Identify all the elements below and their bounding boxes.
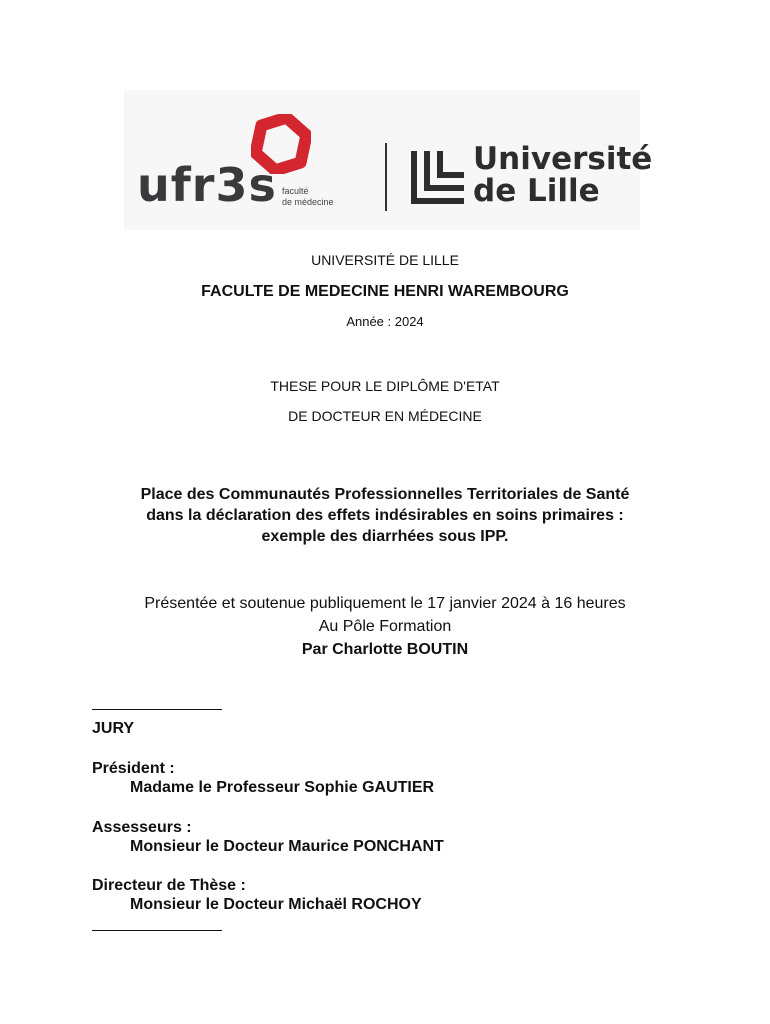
thesis-title-line2: dans la déclaration des effets indésirables en soins primaires : <box>146 507 624 524</box>
thesis-title <box>0 484 770 547</box>
universite-line1: Université <box>473 141 653 177</box>
logo-divider <box>385 143 387 211</box>
jury-top-rule <box>92 709 222 710</box>
ufr3s-logo-text: ufr3s <box>137 158 277 212</box>
universite-lille-mark-icon <box>410 147 468 205</box>
thesis-title-line3: exemple des diarrhées sous IPP. <box>261 528 509 545</box>
thesis-type-line2: DE DOCTEUR EN MÉDECINE <box>288 408 482 424</box>
president-name: Madame le Professeur Sophie GAUTIER <box>130 779 435 796</box>
faculty-small-line2: de médecine <box>282 197 334 207</box>
thesis-title-line1: Place des Communautés Professionnelles Territoriales de Santé <box>140 486 630 503</box>
year: Année : 2024 <box>346 314 424 329</box>
jury-bottom-rule <box>92 930 222 931</box>
faculty-name: FACULTE DE MEDECINE HENRI WAREMBOURG <box>201 283 569 300</box>
university-name: UNIVERSITÉ DE LILLE <box>311 252 459 268</box>
presentation-location: Au Pôle Formation <box>318 618 452 635</box>
assessors-label: Assesseurs : <box>92 819 192 836</box>
president-label: Président : <box>92 760 175 777</box>
assessor-name: Monsieur le Docteur Maurice PONCHANT <box>130 838 444 855</box>
universite-lille-logo-text <box>473 143 652 207</box>
director-name: Monsieur le Docteur Michaël ROCHOY <box>130 896 422 913</box>
faculty-small-line1: faculté <box>282 186 309 196</box>
faculty-small-label <box>282 186 334 208</box>
thesis-type-line1: THESE POUR LE DIPLÔME D'ETAT <box>270 378 500 394</box>
jury-heading: JURY <box>92 720 135 737</box>
author: Par Charlotte BOUTIN <box>301 641 469 658</box>
director-label: Directeur de Thèse : <box>92 877 246 894</box>
presentation-date: Présentée et soutenue publiquement le 17 janvier 2024 à 16 heures <box>144 595 626 612</box>
presentation-block <box>0 592 770 661</box>
universite-line2: de Lille <box>473 173 600 209</box>
